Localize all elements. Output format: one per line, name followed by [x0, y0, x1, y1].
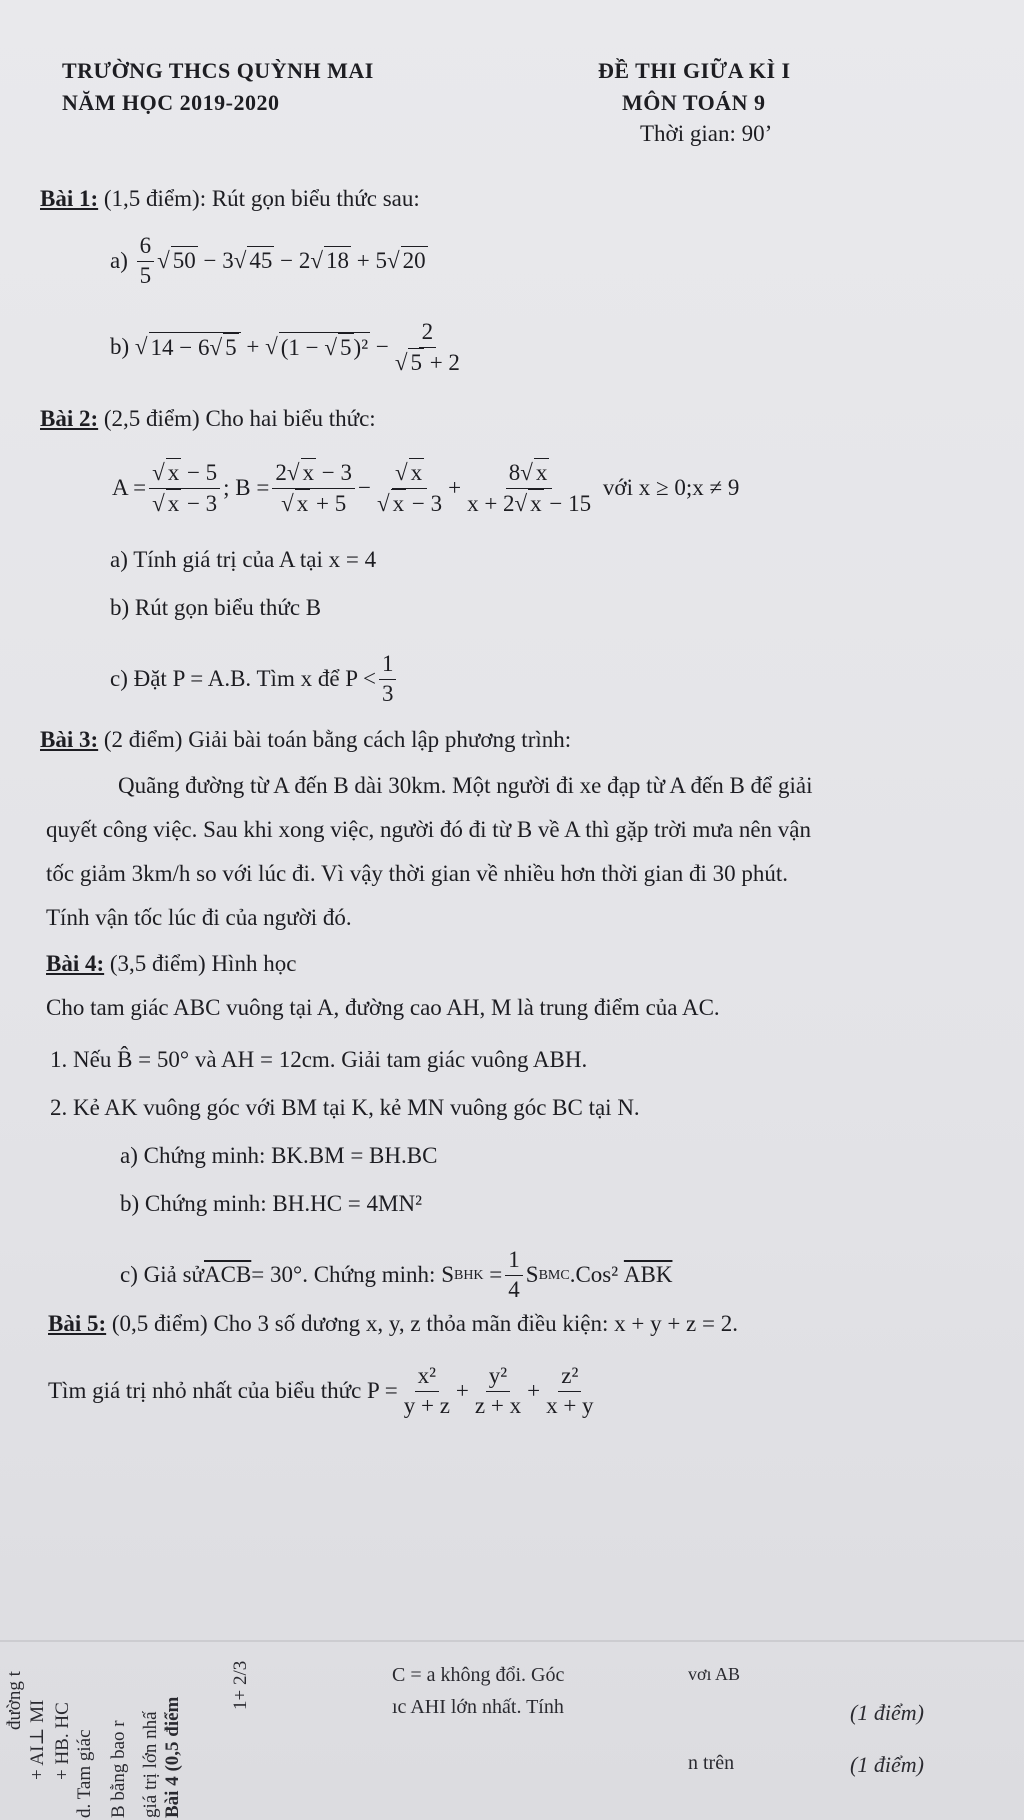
bleed-point1: (1 điểm) — [850, 1700, 924, 1725]
bleed-v3: giá trị lớn nhấ — [140, 1711, 161, 1818]
bleed-v4: Bài 4 (0,5 điểm — [162, 1696, 183, 1818]
bai2-c: c) Đặt P = A.B. Tìm x để P < $\frac{1}{3}$ — [110, 650, 399, 709]
bai4-desc: (3,5 điểm) Hình học — [104, 951, 297, 976]
bai3-line1: Quãng đường từ A đến B dài 30km. Một người đi xe đạp từ A đến B để giải — [118, 773, 813, 798]
bai4-heading — [46, 950, 296, 979]
bai5-heading — [48, 1310, 738, 1339]
exam-subject: MÔN TOÁN 9 — [622, 90, 766, 115]
bai5-desc: (0,5 điểm) Cho 3 số dương x, y, z thỏa mãn điều kiện: x + y + z = 2. — [106, 1311, 738, 1336]
bleed-ahi: ıc AHI lớn nhất. Tính — [392, 1696, 564, 1718]
bai2-desc: (2,5 điểm) Cho hai biểu thức: — [98, 406, 376, 431]
bleed-v5: + AI⊥ MI — [27, 1699, 48, 1780]
bleed-voi-ab: vơı AB — [688, 1664, 741, 1684]
paper-fold-shadow — [0, 1640, 1024, 1642]
bai2-b: b) Rút gọn biểu thức B — [110, 595, 322, 620]
bai5-line2: Tìm giá trị nhỏ nhất của biểu thức P = $\frac{\text{x²}}{y + z}$ + $\frac{\text{y²}}{z + x}$ + $\frac{\text{z²}}{x + y}$ — [48, 1363, 594, 1418]
bai1-a: a) $\frac{6}{5}$ √ 50 − 3 √ 45 − 2 √ 18 + 5 √ 20 — [110, 232, 428, 291]
bai4-q1: 1. Nếu B̂ = 50° và AH = 12cm. Giải tam giác vuông ABH. — [50, 1047, 588, 1072]
school-name: TRƯỜNG THCS QUỲNH MAI — [62, 58, 374, 83]
exam-time: Thời gian: 90’ — [640, 121, 773, 146]
bai2-heading — [40, 405, 376, 434]
bai1-desc: (1,5 điểm): Rút gọn biểu thức sau: — [98, 186, 420, 211]
bai1-b-label: b) — [110, 334, 130, 360]
bleed-tren: n trên — [688, 1752, 735, 1774]
bai3-title: Bài 3: — [40, 727, 99, 752]
bleed-v2: B bằng bao r — [108, 1720, 129, 1818]
bai3-heading — [40, 726, 571, 755]
school-year: NĂM HỌC 2019-2020 — [62, 90, 280, 115]
bleed-c-const: C = a không đổi. Góc — [392, 1664, 565, 1686]
bai4-q2c: c) Giả sử $\overline{ACB}$ = 30°. Chứng minh: S BHK = $\frac{1}{4}$ S BMC .Cos² $\overline{ABK}$ — [120, 1247, 673, 1302]
bai3-desc: (2 điểm) Giải bài toán bằng cách lập phương trình: — [98, 727, 572, 752]
bleed-v8: 1+ 2/3 — [230, 1660, 251, 1710]
frac-2-sqrt5: 2 √ 5 + 2 — [392, 318, 463, 378]
bai3-line4: Tính vận tốc lúc đi của người đó. — [46, 905, 352, 930]
bai1-b: b) √ 14 − 6 √ 5 + √ (1 − √ 5)² − 2 √ 5 + 2 — [110, 318, 466, 378]
bleed-v6: + HB. HC — [52, 1702, 73, 1780]
bai5-title: Bài 5: — [48, 1311, 107, 1336]
bai1-heading — [40, 185, 420, 214]
bleed-v7: đường t — [4, 1671, 25, 1730]
bai1-a-label: a) — [110, 247, 128, 273]
bai4-intro: Cho tam giác ABC vuông tại A, đường cao AH, M là trung điểm của AC. — [46, 995, 720, 1020]
bai2-title: Bài 2: — [40, 406, 99, 431]
bai3-line3: tốc giảm 3km/h so với lúc đi. Vì vậy thời gian về nhiều hơn thời gian đi 30 phút. — [46, 861, 788, 886]
frac-6-5: $\frac{6}{5}$ — [137, 232, 155, 291]
exam-title: ĐỀ THI GIỮA KÌ I — [598, 58, 791, 83]
bai1-title: Bài 1: — [40, 186, 99, 211]
bai4-q2: 2. Kẻ AK vuông góc với BM tại K, kẻ MN vuông góc BC tại N. — [50, 1095, 640, 1120]
bleed-v1: d. Tam giác — [74, 1729, 95, 1818]
bai2-condition: với x ≥ 0;x ≠ 9 — [602, 474, 740, 500]
bai4-title: Bài 4: — [46, 951, 105, 976]
bai3-line2: quyết công việc. Sau khi xong việc, người đó đi từ B về A thì gặp trời mưa nên vận — [46, 817, 812, 842]
bleed-point2: (1 điểm) — [850, 1752, 924, 1777]
bai4-q2b: b) Chứng minh: BH.HC = 4MN² — [120, 1191, 422, 1216]
bai2-a: a) Tính giá trị của A tại x = 4 — [110, 547, 377, 572]
bai2-expressions: A = √ x − 5 √ x − 3 ; B = 2 √ x − 3 √ x + 5 − √ x √ x − 3 + $\frac{8 √ x}{x + 2 √ x - 15}$ với x ≥ 0;x ≠ 9 — [112, 458, 739, 519]
bai4-q2a: a) Chứng minh: BK.BM = BH.BC — [120, 1143, 438, 1168]
